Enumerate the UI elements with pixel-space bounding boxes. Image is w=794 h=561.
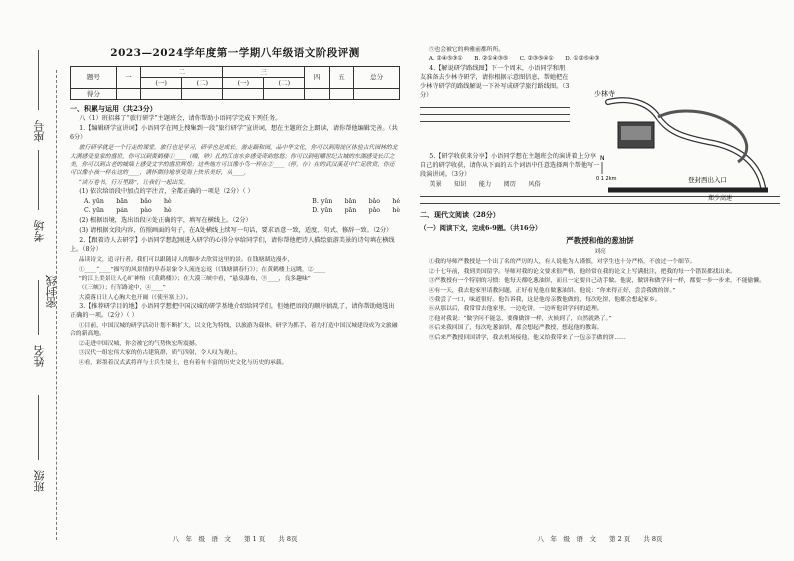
article-paragraph: ⑧后来我回国了，每次吃葱油饼，都会想起严教授，想起他的教诲。 xyxy=(428,325,603,332)
room-blank[interactable] xyxy=(38,150,39,210)
question-2: 2.【跟着诗人去研学】小语同学想起刚进入研学的心得分享给同学们，请你帮他把诗人描绘旅游美景的诗句填在横线上。（8分） xyxy=(70,237,395,254)
map-road-branch xyxy=(658,111,747,162)
score-header-cell: 总分 xyxy=(354,67,400,89)
article-paragraph: ⑥从那以后，我常常去他家里，一边吃饼，一边听他讲学问的道理。 xyxy=(428,306,603,313)
seat-label: 座号 xyxy=(33,120,46,142)
score-input-cell[interactable] xyxy=(141,89,182,100)
exam-page-2 xyxy=(420,30,780,550)
sentence-5: ⑤也会被它的典雅前都所所。 xyxy=(428,47,505,53)
score-input-cell[interactable] xyxy=(116,89,140,100)
score-header-cell: 三 xyxy=(223,67,305,78)
article-paragraph: ①我的导师严教授是一个出了名的严厉的人，有人说他为人谨慎，对学生也十分严格，不放过一个细节。 xyxy=(428,259,696,266)
exam-page-1 xyxy=(70,30,400,550)
subsection-1-heading: （一）阅读下文，完成6-9题。（共16分） xyxy=(420,223,542,232)
question-3: 3.【推荐研学目的地】小语同学想把中国汉城的研学基地介绍给同学们，但她把语段的顺序搞乱了，请你帮助她选出正确的一项。（2分）（ ） xyxy=(70,303,395,320)
question-1-3: (3) 请根据文段内容，仿照画面的句子，在A处横线上续写一句话，要求语意一致，适度、句式、修辞一致。（2分） xyxy=(79,227,393,235)
reading-passage: 旅行研学就是一个行走的课堂。旅行也是学习，研学也是成长。游走颐和园，品中华文化，你可以到海淀区体验古代园林的北大满感受皇家的盛世，你可以到黄鹤楼①____（嗨，唦）扎的江南水乡感受奇韵悠悠；你可以到咀嚼世纪古城的东湖感受长江之美，你可以到古老的城墙上感受文字的盛世辉煌；这些地方可以像小鸟一样在②____（停，存）在的武汉溪花中伫足欣赏，你还可以像小孩一样在这的____，满怀期待地享受海上快乐美好，从____, xyxy=(70,145,398,177)
map-label-entrance: 登封西出入口 xyxy=(688,176,727,184)
answer-line[interactable] xyxy=(420,107,570,108)
sentence-4: ④看，彩墨着汉式武将祥与士兵生境士，也有着有丰富的历史文化与历史的承载。 xyxy=(78,359,288,366)
score-header-cell: 一 xyxy=(116,67,140,89)
question-4: 4.【解说研学路线图】下一个周末，小语同学和朋友准备去少林寺研学，请你根据示意图信息，帮她把在少林寺研学的路线解说一下补写成研学旅行路线图。（3分） xyxy=(420,64,570,99)
page-footer: 八 年 级 语 文 第 1 页 共 8页 xyxy=(172,534,298,543)
answer-line[interactable] xyxy=(420,121,570,122)
score-header-cell: 二 xyxy=(141,67,223,78)
score-table xyxy=(70,66,400,100)
score-header-cell: 四 xyxy=(305,67,329,89)
option-c[interactable]: C. yūn pán pào hè xyxy=(84,207,172,215)
score-header-cell: 题号 xyxy=(71,67,117,89)
score-input-cell[interactable] xyxy=(305,89,329,100)
sentence-2: ②走进中国汉城，你会被它的气势恢宏所震撼。 xyxy=(78,340,201,347)
map-scale: 0 1 2km xyxy=(596,176,617,182)
page-footer: 八 年 级 语 文 第 2 页 共 8页 xyxy=(537,534,663,543)
score-input-cell[interactable] xyxy=(223,89,264,100)
seat-blank[interactable] xyxy=(38,50,39,110)
word-choices[interactable]: 美景 知识 能力 阅历 风俗 xyxy=(429,180,541,188)
reading-passage-end: “读万卷书，行万里路”，让我们一起出发。 xyxy=(78,179,189,186)
answer-line[interactable] xyxy=(420,203,780,204)
article-title: 严教授和他的葱油饼 xyxy=(566,236,634,246)
question-1-1: (1) 依次给语段中加点的字注音，全都正确的一项是（2分）（ ） xyxy=(79,188,254,196)
article-author: 刘亮 xyxy=(594,249,606,256)
question-3-options[interactable]: A. ②④⑤③① B. ②①④③⑤ C. ②③⑤④① D. ①②⑤④③ xyxy=(428,56,600,63)
question-5: 5.【研学收获来分享】小语同学想在主题班会的演讲着上分享自己的研学收获，请你从下面的五个词语中任意选择两个帮他写一段演讲词。（3分） xyxy=(420,152,600,178)
sentence-1: ①目前，中国汉城的研学活动计划不断扩大，以文化为特线，以旅游为载体，研学为抓手，着力打造中国汉城建设成为文旅融合的新高地。 xyxy=(70,323,398,338)
score-label-cell: 得分 xyxy=(71,89,117,100)
poem-blank-4: 大漠落日让人心胸大也开阔（《使至塞上》）。 xyxy=(78,294,192,301)
score-sub-cell: (一) xyxy=(223,78,264,89)
answer-line[interactable] xyxy=(420,114,570,115)
binding-margin xyxy=(8,10,66,550)
poem-blank-1[interactable]: ①____“____”描写的风景情的早春景象令人流连忘返（《钱塘湖春行》）；在黄鹤楼上远眺，②____ xyxy=(78,266,326,273)
section-2-heading: 二、现代文阅读（28分） xyxy=(420,209,500,219)
option-a[interactable]: A. yūn bān bǎo hè xyxy=(84,198,172,206)
article-paragraph: ⑨后来严教授回国讲学，我去机场接他，他又给我带来了一包亲手做的饼…… xyxy=(428,334,626,341)
section-intro: 八（1）班招募了“旅行研学”主题班会，请你帮助小语同学完成下列任务。 xyxy=(79,115,282,123)
name-blank[interactable] xyxy=(38,280,39,335)
map-label-shaolin: 少林寺 xyxy=(594,90,615,98)
route-map xyxy=(588,82,778,202)
page-title: 2023—2024学年度第一学期八年级语文阶段评测 xyxy=(110,47,360,59)
article-paragraph: ④有一天，我去他家里请教问题，正好看见他在做葱油饼。他说：“你来得正好，尝尝我做的饼。” xyxy=(428,287,676,294)
seal-label: 密封线 xyxy=(45,275,58,308)
article-paragraph: ②十七年前，我到美国留学。导师对我的论文要求很严格，他经常在我的论文上写满批注，把我的每一个错误都找出来。 xyxy=(428,268,736,275)
class-label: 班级 xyxy=(33,470,46,492)
score-sub-cell: (二) xyxy=(264,78,305,89)
article-paragraph: ③严教授有一个特别的习惯：他每天都吃葱油饼，而且一定要自己动手做。他说，做饼和做学问一样，都要一步一步来，不能偷懒。 xyxy=(428,278,765,285)
score-sub-cell: (一) xyxy=(141,78,182,89)
score-input-cell[interactable] xyxy=(182,89,223,100)
poem-blank-2[interactable]: ”的江上美景让人心旷神怡（《黄鹤楼》）；在大漠三峡中看，“悬泉瀑布，③____，良多趣味” xyxy=(78,275,311,282)
poem-blank-3[interactable]: （《三峡》）；行军路途中，④____” xyxy=(78,285,166,292)
class-blank[interactable] xyxy=(38,395,39,460)
name-label: 姓名 xyxy=(33,345,46,367)
article-paragraph: ⑤我尝了一口，味道很好。他告诉我，这是他母亲教他做的，每次吃饼，他都会想起家乡。 xyxy=(428,297,661,304)
question-1: 1.【编辑研学宣讲词】小语同学在网上搜集到一段“旅行研学”宣讲词，想在主题班会上朗读，请你帮他编辑完善。（共6分） xyxy=(70,125,398,142)
option-b[interactable]: B. yūn bān bǎo hé xyxy=(312,198,400,206)
room-label: 考场 xyxy=(33,220,46,242)
map-photo-inner xyxy=(621,126,651,140)
score-input-cell[interactable] xyxy=(354,89,400,100)
sentence-3: ③汉代一组宏伟大家的仿古建筑群，质气四射，令人叹为观止。 xyxy=(78,350,242,357)
score-input-cell[interactable] xyxy=(329,89,353,100)
score-sub-cell: (二) xyxy=(182,78,223,89)
question-1-2: (2) 根据语境，选出语段②处正确的字，填写在横线上。（2分） xyxy=(79,217,252,225)
map-north: N xyxy=(600,155,605,162)
score-input-cell[interactable] xyxy=(264,89,305,100)
option-d[interactable]: D. yūn pān pǎo hè xyxy=(312,207,400,215)
article-paragraph: ⑦他对我说：“做学问不能急，要像做饼一样，火候到了，自然就熟了。” xyxy=(428,315,612,322)
score-header-cell: 五 xyxy=(329,67,353,89)
section-1-heading: 一、积累与运用（共23分） xyxy=(70,104,157,114)
highway-label: 郑少高速 xyxy=(708,195,733,202)
poem-intro: 品读诗文，追寻行者。我们可以跟随诗人的脚步去欣赏这里的景。在钱塘湖边漫步， xyxy=(78,257,294,264)
